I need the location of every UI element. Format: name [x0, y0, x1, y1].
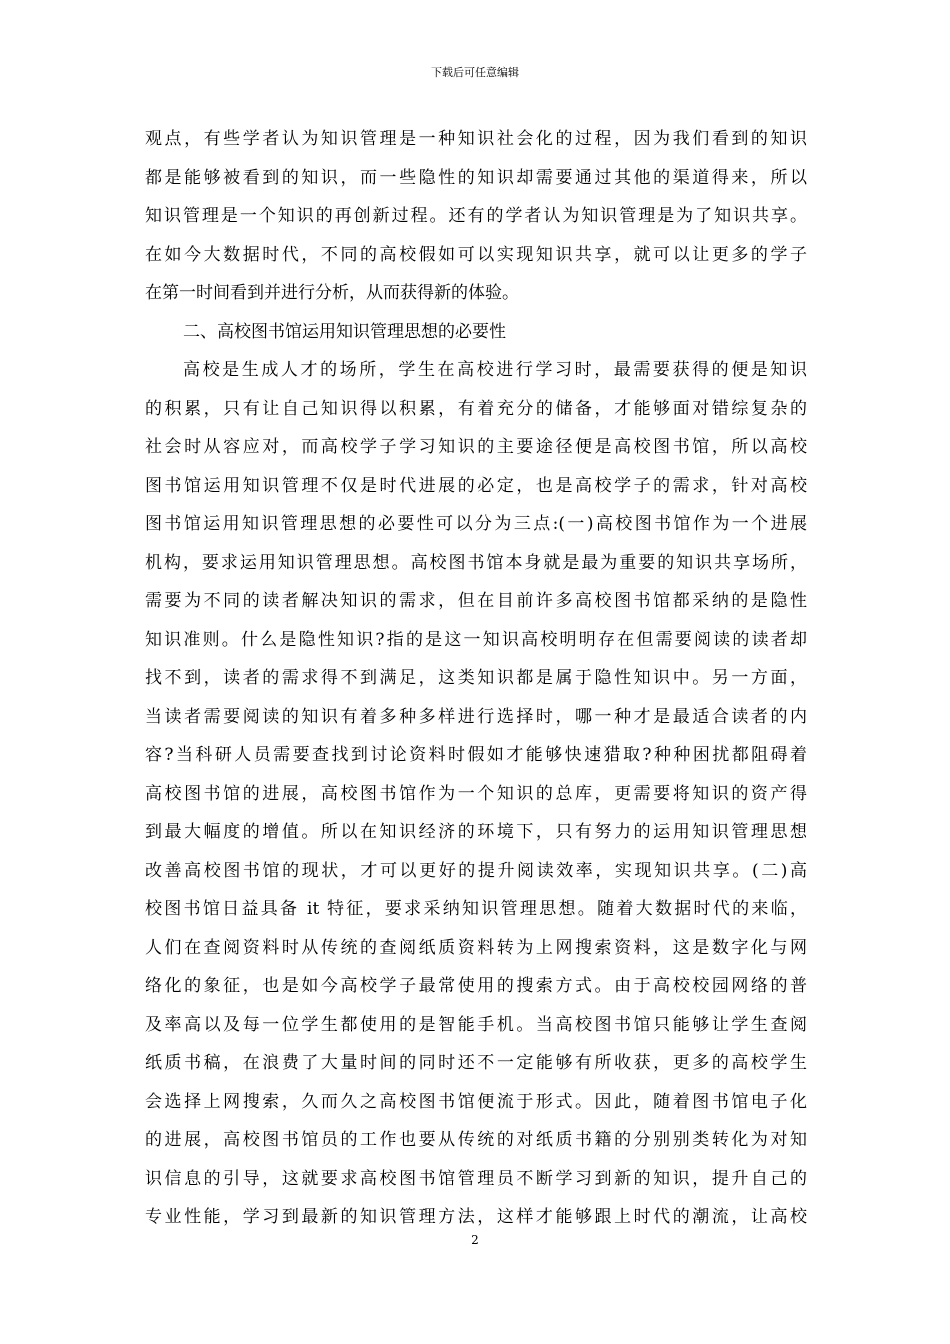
text-line: 知识准则。什么是隐性知识?指的是这一知识高校明明存在但需要阅读的读者却	[145, 629, 807, 650]
text-line: 在如今大数据时代，不同的高校假如可以实现知识共享，就可以让更多的学子	[145, 244, 807, 265]
text-line: 识信息的引导，这就要求高校图书馆管理员不断学习到新的知识，提升自己的	[145, 1168, 807, 1189]
text-line: 高校图书馆的进展，高校图书馆作为一个知识的总库，更需要将知识的资产得	[145, 783, 807, 804]
text-line: 知识管理是一个知识的再创新过程。还有的学者认为知识管理是为了知识共享。	[145, 206, 807, 226]
text-line: 人们在查阅资料时从传统的查阅纸质资料转为上网搜索资料，这是数字化与网	[145, 937, 807, 958]
text-line: 都是能够被看到的知识，而一些隐性的知识却需要通过其他的渠道得来，所以	[145, 167, 807, 188]
text-line: 容?当科研人员需要查找到讨论资料时假如才能够快速猎取?种种困扰都阻碍着	[145, 745, 807, 765]
text-line: 的积累，只有让自己知识得以积累，有着充分的储备，才能够面对错综复杂的	[145, 398, 807, 419]
text-line: 观点，有些学者认为知识管理是一种知识社会化的过程，因为我们看到的知识	[145, 129, 807, 149]
text-line: 图书馆运用知识管理不仅是时代进展的必定，也是高校学子的需求，针对高校	[145, 475, 807, 496]
text-line: 会选择上网搜索，久而久之高校图书馆便流于形式。因此，随着图书馆电子化	[145, 1091, 807, 1112]
text-line: 到最大幅度的增值。所以在知识经济的环境下，只有努力的运用知识管理思想	[145, 822, 807, 842]
text-line: 社会时从容应对，而高校学子学习知识的主要途径便是高校图书馆，所以高校	[145, 437, 807, 457]
text-line: 络化的象征，也是如今高校学子最常使用的搜索方式。由于高校校园网络的普	[145, 976, 807, 996]
text-line: 校图书馆日益具备 it 特征，要求采纳知识管理思想。随着大数据时代的来临，	[145, 899, 807, 919]
text-line: 机构，要求运用知识管理思想。高校图书馆本身就是最为重要的知识共享场所，	[145, 552, 807, 573]
text-line: 的进展，高校图书馆员的工作也要从传统的对纸质书籍的分别别类转化为对知	[145, 1130, 807, 1150]
text-line: 需要为不同的读者解决知识的需求，但在目前许多高校图书馆都采纳的是隐性	[145, 591, 807, 611]
text-line: 找不到，读者的需求得不到满足，这类知识都是属于隐性知识中。另一方面，	[145, 668, 807, 688]
text-line: 专业性能，学习到最新的知识管理方法，这样才能够跟上时代的潮流，让高校	[145, 1207, 807, 1227]
body-text	[145, 120, 807, 1237]
page-number: 2	[471, 1233, 479, 1247]
text-line: 图书馆运用知识管理思想的必要性可以分为三点:(一)高校图书馆作为一个进展	[145, 514, 807, 534]
text-line: 改善高校图书馆的现状，才可以更好的提升阅读效率，实现知识共享。(二)高	[145, 860, 807, 881]
section-heading: 二、高校图书馆运用知识管理思想的必要性	[183, 321, 506, 342]
text-line: 高校是生成人才的场所，学生在高校进行学习时，最需要获得的便是知识	[183, 360, 807, 380]
text-line: 当读者需要阅读的知识有着多种多样进行选择时，哪一种才是最适合读者的内	[145, 706, 807, 727]
text-line: 在第一时间看到并进行分析，从而获得新的体验。	[145, 283, 519, 303]
page-header: 下载后可任意编辑	[431, 66, 519, 79]
text-line: 及率高以及每一位学生都使用的是智能手机。当高校图书馆只能够让学生查阅	[145, 1014, 807, 1035]
text-line: 纸质书稿，在浪费了大量时间的同时还不一定能够有所收获，更多的高校学生	[145, 1053, 807, 1073]
